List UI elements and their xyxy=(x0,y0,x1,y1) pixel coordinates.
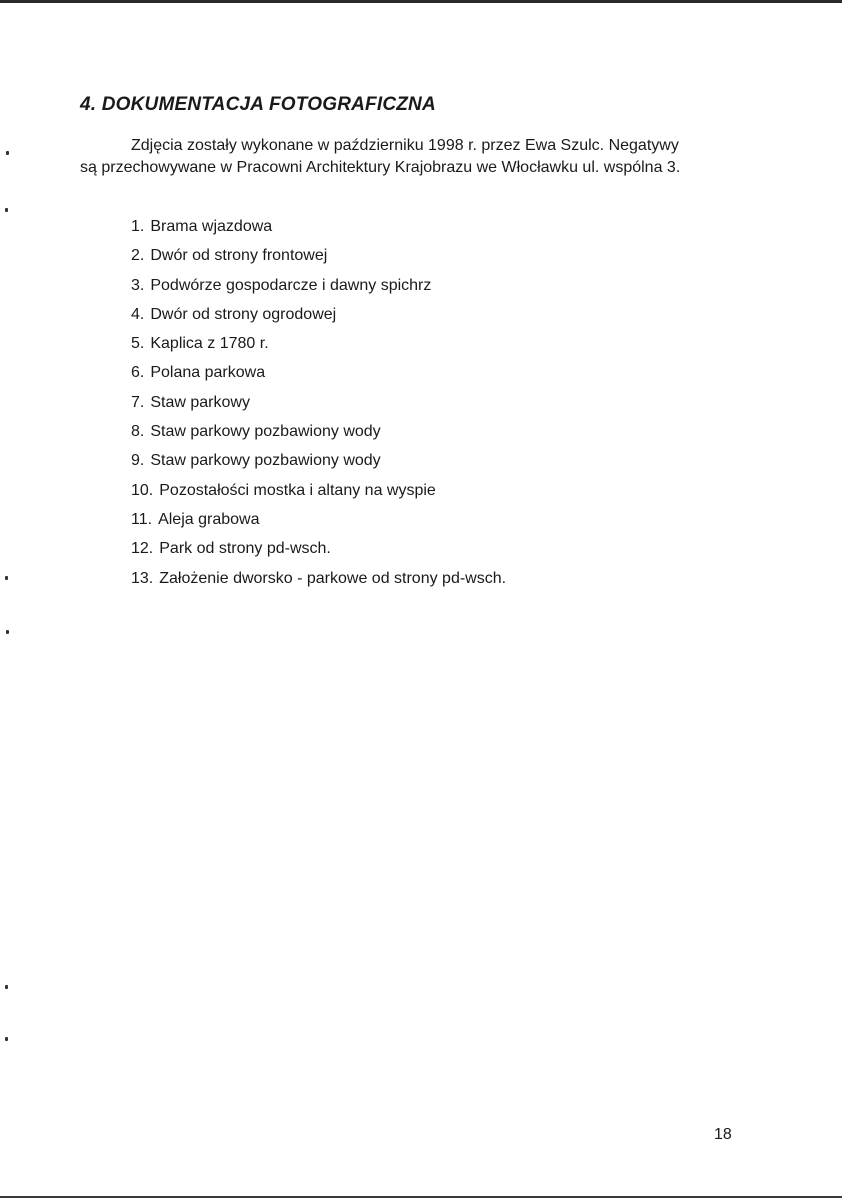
photo-number: 11. xyxy=(131,510,153,528)
photo-list-item xyxy=(131,479,506,508)
photo-list-item xyxy=(131,244,506,273)
scan-mark xyxy=(5,576,8,580)
photo-description: Staw parkowy pozbawiony wody xyxy=(150,452,381,470)
top-border-line xyxy=(0,0,842,3)
photo-list-item xyxy=(131,508,506,537)
page-number: 18 xyxy=(714,1126,732,1143)
scan-mark xyxy=(6,630,9,634)
photo-list-item xyxy=(131,274,506,303)
photo-description: Brama wjazdowa xyxy=(150,218,273,235)
photo-number: 4. xyxy=(131,305,145,323)
photo-description: Kaplica z 1780 r. xyxy=(150,335,269,353)
photo-number: 12. xyxy=(131,540,154,558)
photo-list-item xyxy=(131,420,506,449)
photo-number: 9. xyxy=(131,452,145,470)
photo-number: 7. xyxy=(131,393,145,411)
section-heading: 4. DOKUMENTACJA FOTOGRAFICZNA xyxy=(80,94,436,115)
photo-description: Staw parkowy xyxy=(150,393,250,411)
scan-mark xyxy=(5,1037,8,1041)
intro-paragraph xyxy=(80,135,760,179)
scan-mark xyxy=(6,151,9,155)
intro-line: Zdjęcia zostały wykonane w październiku 1998 r. przez Ewa Szulc. Negatywy xyxy=(131,137,679,154)
photo-list-item xyxy=(131,537,506,566)
photo-number: 5. xyxy=(131,335,145,353)
photo-number: 8. xyxy=(131,423,145,441)
photo-number: 1. xyxy=(131,218,145,235)
photo-list-item xyxy=(131,391,506,420)
photo-description: Podwórze gospodarcze i dawny spichrz xyxy=(150,276,432,294)
photo-list-item xyxy=(131,449,506,478)
photo-list-item xyxy=(131,303,506,332)
intro-line: są przechowywane w Pracowni Architektury Krajobrazu we Włocławku ul. wspólna 3. xyxy=(80,159,681,176)
photo-number: 3. xyxy=(131,276,145,294)
photo-list-item xyxy=(131,215,506,244)
photo-number: 2. xyxy=(131,247,145,265)
photo-description: Dwór od strony frontowej xyxy=(150,247,328,265)
scan-mark xyxy=(5,985,8,989)
photo-description: Aleja grabowa xyxy=(158,510,260,528)
photo-number: 13. xyxy=(131,569,154,587)
photo-list-item xyxy=(131,332,506,361)
photo-description: Dwór od strony ogrodowej xyxy=(150,305,337,323)
photo-list-item xyxy=(131,361,506,390)
photo-description: Polana parkowa xyxy=(150,364,266,382)
photo-description: Park od strony pd-wsch. xyxy=(159,540,331,558)
photo-description: Pozostałości mostka i altany na wyspie xyxy=(159,481,436,499)
photo-list-item xyxy=(131,567,506,596)
photo-number: 10. xyxy=(131,481,154,499)
photo-list xyxy=(131,215,506,596)
photo-description: Założenie dworsko - parkowe od strony pd-wsch. xyxy=(159,569,507,587)
photo-description: Staw parkowy pozbawiony wody xyxy=(150,423,381,441)
photo-number: 6. xyxy=(131,364,145,382)
scan-mark xyxy=(5,208,8,212)
